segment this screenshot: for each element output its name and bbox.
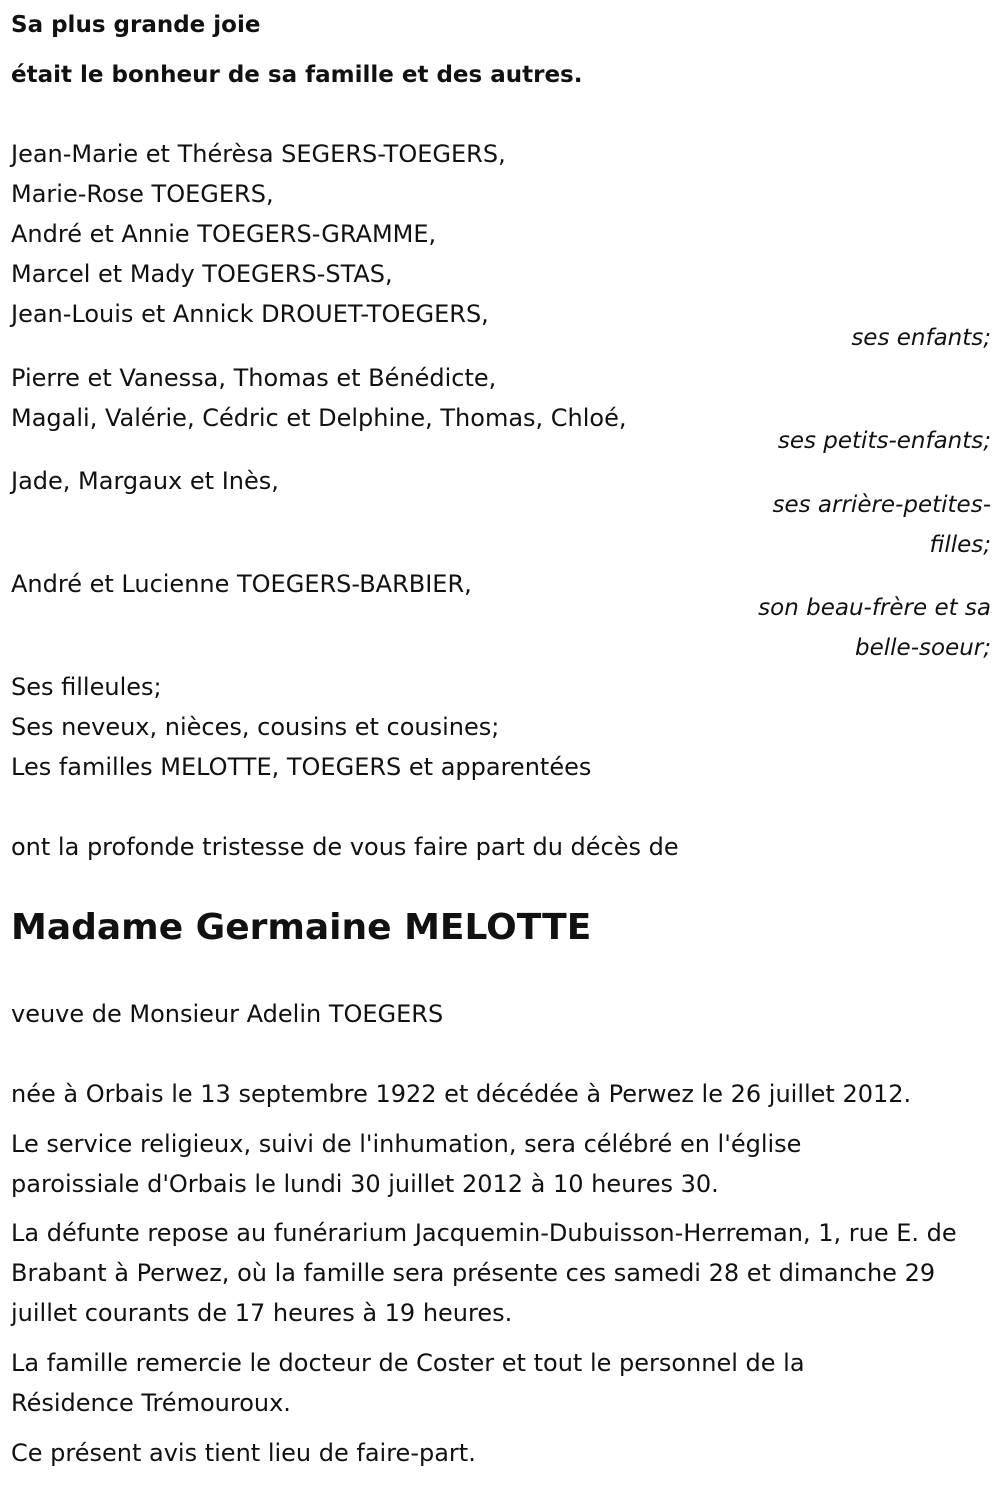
- family-name-line: Ses filleules;: [11, 673, 162, 701]
- widow-of: veuve de Monsieur Adelin TOEGERS: [11, 1000, 444, 1028]
- motto-line-2: était le bonheur de sa famille et des autres.: [11, 62, 583, 88]
- role-great-granddaughters: [11, 485, 991, 565]
- family-group-children: [11, 134, 991, 334]
- announcement: ont la profonde tristesse de vous faire part du décès de: [11, 833, 679, 861]
- role-line: belle-soeur;: [855, 635, 991, 661]
- family-name-line: Pierre et Vanessa, Thomas et Bénédicte,: [11, 364, 497, 392]
- birth-death: née à Orbais le 13 septembre 1922 et décédée à Perwez le 26 juillet 2012.: [11, 1080, 912, 1108]
- family-name-line: André et Annie TOEGERS-GRAMME,: [11, 220, 437, 248]
- role-grandchildren: ses petits-enfants;: [777, 428, 991, 454]
- closing: Ce présent avis tient lieu de faire-part.: [11, 1439, 476, 1467]
- service-info: Le service religieux, suivi de l'inhumation, sera célébré en l'église paroissiale d'Orbais le lundi 30 juillet 2012 à 10 heures 30.: [11, 1130, 802, 1198]
- family-name-line: Marie-Rose TOEGERS,: [11, 180, 274, 208]
- motto: [11, 0, 991, 100]
- repose-info: La défunte repose au funérarium Jacquemin-Dubuisson-Herreman, 1, rue E. de Brabant à Perwez, où la famille sera présente ces samedi 28 et dimanche 29 juillet courants de 17 heures à 19 heures.: [11, 1219, 957, 1327]
- role-line: son beau-frère et sa: [758, 595, 991, 621]
- role-brother-in-law: [11, 588, 991, 668]
- deceased-name: Madame Germaine MELOTTE: [11, 907, 592, 948]
- family-name-line: André et Lucienne TOEGERS-BARBIER,: [11, 570, 472, 598]
- role-children: ses enfants;: [851, 325, 991, 351]
- role-line: filles;: [929, 532, 991, 558]
- role-line: ses arrière-petites-: [772, 492, 991, 518]
- family-name-line: Ses neveux, nièces, cousins et cousines;: [11, 713, 500, 741]
- family-name-line: Magali, Valérie, Cédric et Delphine, Thomas, Chloé,: [11, 404, 627, 432]
- family-name-line: Jean-Marie et Thérèsa SEGERS-TOEGERS,: [11, 140, 506, 168]
- motto-line-1: Sa plus grande joie: [11, 12, 261, 38]
- thanks: La famille remercie le docteur de Coster et tout le personnel de la Résidence Trémouroux.: [11, 1349, 805, 1417]
- family-name-line: Jade, Margaux et Inès,: [11, 467, 279, 495]
- family-group-others: [11, 667, 991, 787]
- family-name-line: Marcel et Mady TOEGERS-STAS,: [11, 260, 393, 288]
- family-name-line: Jean-Louis et Annick DROUET-TOEGERS,: [11, 300, 489, 328]
- family-name-line: Les familles MELOTTE, TOEGERS et apparentées: [11, 753, 592, 781]
